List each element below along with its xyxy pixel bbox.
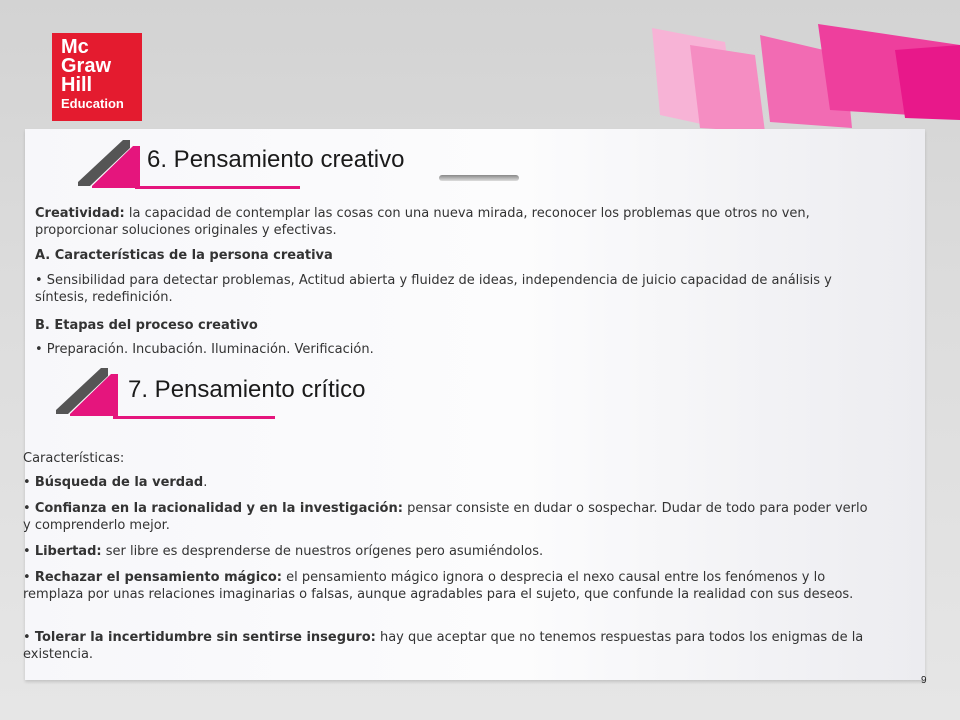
section-6-title: 6. Pensamiento creativo bbox=[147, 146, 405, 173]
decorative-highlight bbox=[439, 175, 519, 181]
section-6-underline bbox=[135, 186, 300, 189]
ribbon-front bbox=[895, 45, 960, 120]
definition-term: Creatividad: bbox=[35, 206, 125, 221]
logo-line-2: Graw bbox=[61, 55, 112, 77]
critical-item-5 bbox=[23, 629, 873, 663]
item-4-term: Rechazar el pensamiento mágico: bbox=[34, 570, 282, 585]
item-5-term: Tolerar la incertidumbre sin sentirse inseguro: bbox=[34, 630, 376, 645]
critical-item-1 bbox=[23, 474, 873, 491]
critical-item-3 bbox=[23, 543, 873, 560]
creatividad-definition bbox=[35, 205, 855, 239]
item-3-text: ser libre es desprenderse de nuestros orígenes pero asumiéndolos. bbox=[101, 544, 544, 559]
heading-ornament-6 bbox=[78, 140, 140, 190]
subsection-a-bullet: • Sensibilidad para detectar problemas, Actitud abierta y fluidez de ideas, independencia de juicio capacidad de análisis y síntesis, redefinición. bbox=[35, 273, 832, 305]
bullet: • bbox=[23, 570, 35, 585]
caracteristicas-intro: Características: bbox=[23, 451, 125, 466]
section-7-title: 7. Pensamiento crítico bbox=[128, 376, 366, 403]
bullet: • bbox=[23, 630, 35, 645]
logo-line-4: Education bbox=[61, 96, 124, 111]
section-7-underline bbox=[113, 416, 275, 419]
item-2-term: Confianza en la racionalidad y en la investigación: bbox=[34, 501, 403, 516]
subsection-b-bullet: • Preparación. Incubación. Iluminación. Verificación. bbox=[35, 342, 374, 357]
page-number: 9 bbox=[921, 675, 927, 686]
item-1-text: . bbox=[203, 475, 208, 490]
decorative-ribbons bbox=[630, 0, 960, 135]
item-4-text: el pensamiento mágico ignora o desprecia el nexo causal entre los fenómenos y lo remplaza por unas relaciones imaginarias o falsas, aunque agradables para el sujeto, que confunde la realidad con sus deseos. bbox=[23, 570, 854, 602]
bullet: • bbox=[23, 501, 35, 516]
critical-item-2 bbox=[23, 500, 873, 534]
bullet: • bbox=[23, 475, 35, 490]
item-2-text: pensar consiste en dudar o sospechar. Dudar de todo para poder verlo y comprenderlo mejor. bbox=[23, 501, 868, 533]
item-3-term: Libertad: bbox=[34, 544, 102, 559]
definition-text: la capacidad de contemplar las cosas con una nueva mirada, reconocer los problemas que otros no ven, proporcionar soluciones originales y efectivas. bbox=[35, 206, 810, 238]
ribbon-mid-left bbox=[690, 45, 765, 132]
subsection-a-title: A. Características de la persona creativa bbox=[35, 248, 333, 263]
item-1-term: Búsqueda de la verdad bbox=[34, 475, 204, 490]
item-5-text: hay que aceptar que no tenemos respuestas para todos los enigmas de la existencia. bbox=[23, 630, 864, 662]
logo-line-1: Mc bbox=[61, 36, 89, 58]
mcgraw-hill-logo bbox=[52, 33, 142, 121]
bullet: • bbox=[23, 544, 35, 559]
logo-line-3: Hill bbox=[61, 74, 93, 96]
subsection-b-title: B. Etapas del proceso creativo bbox=[35, 318, 258, 333]
critical-item-4 bbox=[23, 569, 873, 603]
heading-ornament-7 bbox=[56, 368, 118, 418]
